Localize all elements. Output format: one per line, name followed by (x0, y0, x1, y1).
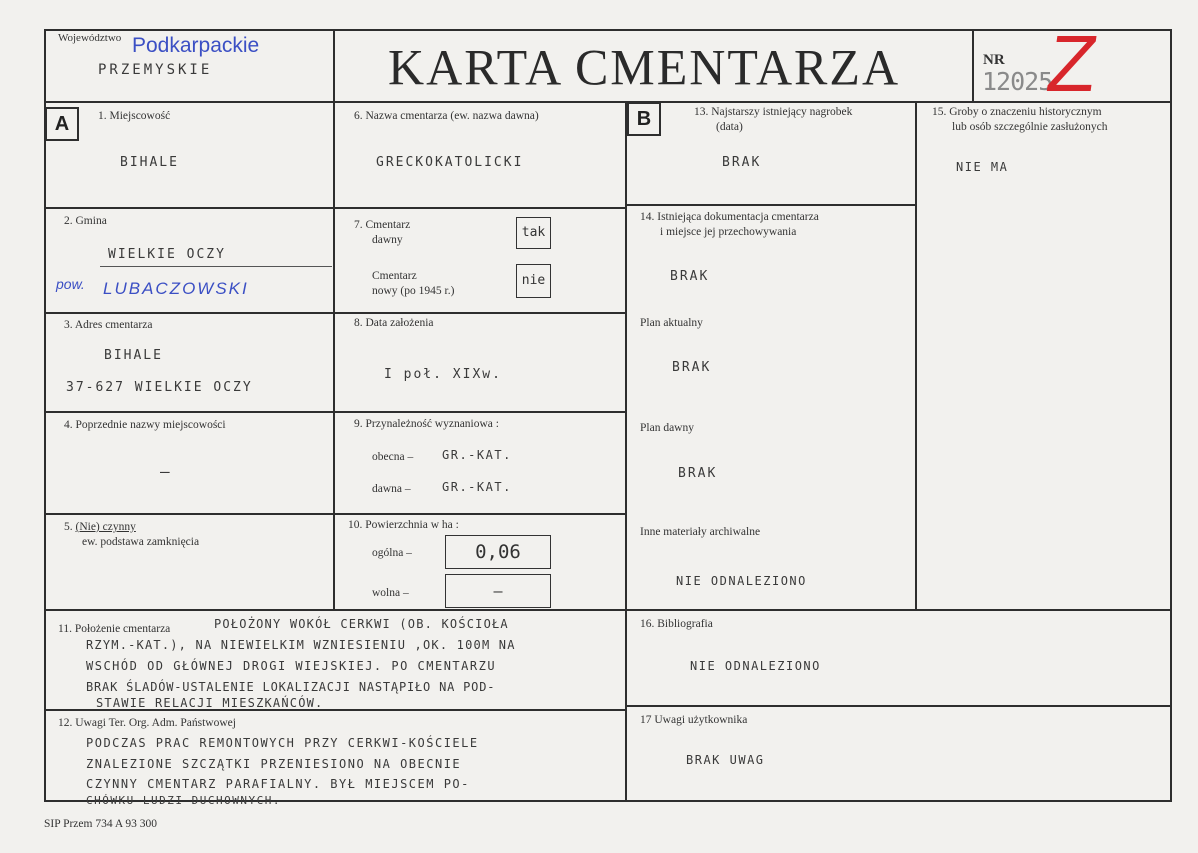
field-9-dawna-label: dawna – (372, 483, 411, 495)
field-7-label-a: 7. Cmentarz (354, 219, 411, 231)
field-12-line-2: ZNALEZIONE SZCZĄTKI PRZENIESIONO NA OBECNIE (86, 757, 462, 771)
divider-v-col1 (333, 101, 335, 609)
plan-aktualny-value: BRAK (672, 360, 712, 375)
divider-v-header-2 (972, 29, 974, 101)
field-11-label: 11. Położenie cmentarza (58, 623, 171, 635)
field-10-wolna-value: – (445, 574, 551, 608)
field-6-value: GRECKOKATOLICKI (376, 155, 524, 170)
field-14-value: BRAK (670, 269, 710, 284)
field-10-ogolna-label: ogólna – (372, 547, 412, 559)
field-5-label (64, 520, 136, 534)
plan-dawny-value: BRAK (678, 466, 718, 481)
divider-v-col3 (915, 101, 917, 609)
field-9-dawna-value: GR.-KAT. (442, 480, 512, 494)
divider-row-1b (334, 207, 626, 209)
field-11-line-5: STAWIE RELACJI MIESZKAŃCÓW. (96, 696, 324, 710)
field-4-value: — (160, 462, 172, 481)
divider-header (44, 101, 1172, 103)
field-12-line-3: CZYNNY CMENTARZ PARAFIALNY. BYŁ MIEJSCEM PO- (86, 777, 470, 791)
field-15-label-b: lub osób szczególnie zasłużonych (952, 121, 1108, 133)
field-12-line-4: CHÓWKU LUDZI DUCHOWNYCH. (86, 794, 281, 807)
field-13-label-a: 13. Najstarszy istniejący nagrobek (694, 106, 853, 118)
inne-materialy-value: NIE ODNALEZIONO (676, 574, 807, 588)
inne-materialy-label: Inne materiały archiwalne (640, 526, 761, 538)
wojewodztwo-new-value: Podkarpackie (132, 34, 260, 57)
field-7-label-b: dawny (372, 234, 403, 246)
field-2-value: WIELKIE OCZY (108, 247, 226, 262)
card-title: KARTA CMENTARZA (388, 38, 901, 96)
field-11-line-1: POŁOŻONY WOKÓŁ CERKWI (OB. KOŚCIOŁA (214, 617, 509, 631)
field-14-label-b: i miejsce jej przechowywania (660, 226, 797, 238)
nr-label: NR (983, 52, 1005, 68)
divider-row-4 (44, 513, 626, 515)
wojewodztwo-old-value: PRZEMYSKIE (98, 62, 213, 78)
field-7-label-d: nowy (po 1945 r.) (372, 285, 455, 297)
section-a-badge: A (45, 107, 79, 141)
field-15-label-a: 15. Groby o znaczeniu historycznym (932, 106, 1102, 118)
field-13-value: BRAK (722, 155, 762, 170)
field-11-line-4: BRAK ŚLADÓW-USTALENIE LOKALIZACJI NASTĄPIŁO NA POD- (86, 680, 496, 694)
field-11-line-3: WSCHÓD OD GŁÓWNEJ DROGI WIEJSKIEJ. PO CMENTARZU (86, 659, 497, 673)
field-12-label: 12. Uwagi Ter. Org. Adm. Państwowej (58, 717, 236, 729)
divider-v-header-1 (333, 29, 335, 101)
field-1-label: 1. Miejscowość (98, 110, 171, 122)
field-5-label-sub: ew. podstawa zamknięcia (82, 536, 200, 548)
field-16-value: NIE ODNALEZIONO (690, 659, 821, 673)
field-7-box-dawny: tak (516, 217, 551, 249)
field-2-label: 2. Gmina (64, 215, 107, 227)
nr-value: 12025 (982, 67, 1053, 96)
field-2-pow-value: LUBACZOWSKI (103, 279, 249, 298)
footer-code: SIP Przem 734 A 93 300 (44, 818, 157, 830)
divider-row-3 (44, 411, 626, 413)
nr-letter: Z (1041, 19, 1104, 108)
field-5-label-num: 5. (64, 521, 73, 533)
field-9-label: 9. Przynależność wyznaniowa : (354, 418, 499, 430)
field-8-value: I poł. XIXw. (384, 367, 502, 382)
field-10-wolna-label: wolna – (372, 587, 409, 599)
plan-dawny-label: Plan dawny (640, 422, 694, 434)
plan-aktualny-label: Plan aktualny (640, 317, 703, 329)
divider-row-1a (44, 207, 334, 209)
divider-row-16 (626, 705, 1172, 707)
field-10-label: 10. Powierzchnia w ha : (348, 519, 459, 531)
field-9-obecna-label: obecna – (372, 451, 414, 463)
field-9-obecna-value: GR.-KAT. (442, 448, 512, 462)
field-3-line-1: BIHALE (104, 348, 163, 363)
field-13-label-b: (data) (716, 121, 743, 133)
field-8-label: 8. Data założenia (354, 317, 434, 329)
field-14-label-a: 14. Istniejąca dokumentacja cmentarza (640, 211, 819, 223)
field-1-value: BIHALE (120, 155, 179, 170)
field-10-ogolna-value: 0,06 (445, 535, 551, 569)
field-2-pow-label: pow. (56, 276, 85, 292)
section-b-badge: B (627, 102, 661, 136)
field-7-box-nowy: nie (516, 264, 551, 298)
divider-row-13 (626, 204, 916, 206)
field-4-label: 4. Poprzednie nazwy miejscowości (64, 419, 226, 431)
wojewodztwo-label: Województwo (58, 32, 122, 44)
field-11-line-2: RZYM.-KAT.), NA NIEWIELKIM WZNIESIENIU ,OK. 100M NA (86, 638, 516, 652)
field-3-label: 3. Adres cmentarza (64, 319, 153, 331)
divider-row-2 (44, 312, 626, 314)
field-6-label: 6. Nazwa cmentarza (ew. nazwa dawna) (354, 110, 539, 122)
divider-row-5 (44, 609, 1172, 611)
field-17-value: BRAK UWAG (686, 753, 765, 767)
divider-v-col2 (625, 101, 627, 802)
field-12-line-1: PODCZAS PRAC REMONTOWYCH PRZY CERKWI-KOŚCIELE (86, 736, 479, 750)
field-3-line-2: 37-627 WIELKIE OCZY (66, 380, 253, 395)
field-15-value: NIE MA (956, 160, 1009, 174)
gmina-underline (100, 266, 332, 267)
field-7-label-c: Cmentarz (372, 270, 417, 282)
field-17-label: 17 Uwagi użytkownika (640, 714, 748, 726)
field-5-label-main: (Nie) czynny (75, 521, 136, 533)
field-16-label: 16. Bibliografia (640, 618, 713, 630)
